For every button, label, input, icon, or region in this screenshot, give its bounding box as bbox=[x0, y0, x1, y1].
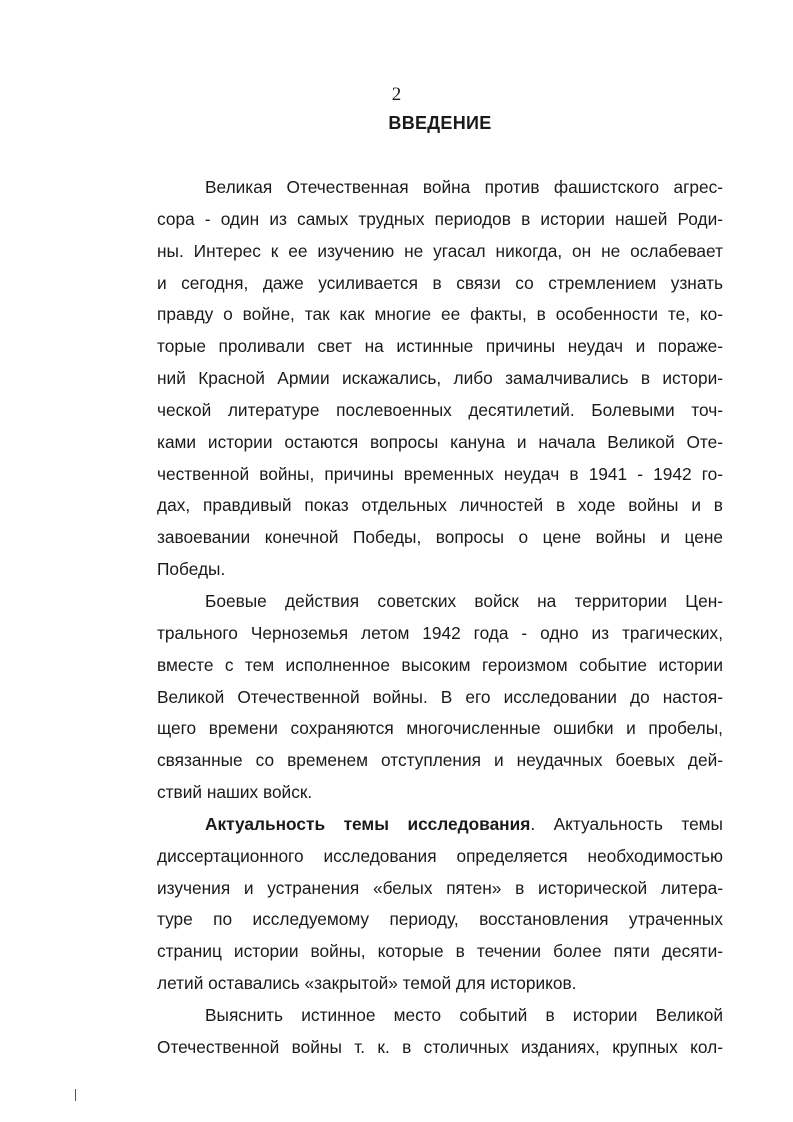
text-line: Великая Отечественная война против фашистского агрес- bbox=[205, 177, 723, 197]
text-line: страниц истории войны, которые в течении более пяти десяти- bbox=[157, 941, 723, 962]
page-heading: ВВЕДЕНИЕ bbox=[388, 113, 492, 133]
paragraph-4 bbox=[157, 1000, 723, 1064]
scan-mark bbox=[75, 1089, 76, 1101]
section-lead: Актуальность темы исследования bbox=[205, 813, 531, 834]
text-line: диссертационного исследования определяется необходимостью bbox=[157, 845, 723, 866]
text-line: ний Красной Армии искажались, либо замалчивались в истори- bbox=[157, 368, 723, 389]
paragraph-3 bbox=[157, 809, 723, 1000]
text-line: Победы. bbox=[157, 559, 226, 580]
page-number: 2 bbox=[391, 84, 402, 105]
text-line: и сегодня, даже усиливается в связи со стремлением узнать bbox=[157, 272, 723, 293]
text-line: завоевании конечной Победы, вопросы о цене войны и цене bbox=[157, 527, 723, 548]
text-line: чественной войны, причины временных неудач в 1941 - 1942 го- bbox=[157, 463, 723, 484]
text-line: туре по исследуемому периоду, восстановления утраченных bbox=[157, 909, 723, 930]
text-line: дах, правдивый показ отдельных личностей в ходе войны и в bbox=[157, 495, 723, 516]
text-line: ческой литературе послевоенных десятилетий. Болевыми точ- bbox=[157, 399, 723, 420]
text-line: связанные со временем отступления и неудачных боевых дей- bbox=[157, 750, 723, 771]
section-lead-rest: . Актуальность темы bbox=[530, 813, 723, 834]
text-line: ками истории остаются вопросы кануна и начала Великой Оте- bbox=[157, 431, 723, 452]
text-line: трального Черноземья летом 1942 года - одно из трагических, bbox=[157, 622, 723, 643]
text-line: щего времени сохраняются многочисленные ошибки и пробелы, bbox=[157, 718, 723, 739]
text-line: торые проливали свет на истинные причины неудач и пораже- bbox=[157, 336, 723, 357]
text-line bbox=[157, 809, 723, 841]
text-line: изучения и устранения «белых пятен» в исторической литера- bbox=[157, 877, 723, 898]
body-text bbox=[157, 172, 723, 1064]
text-line: ны. Интерес к ее изучению не угасал никогда, он не ослабевает bbox=[157, 240, 723, 261]
text-line: сора - один из самых трудных периодов в истории нашей Роди- bbox=[157, 208, 723, 229]
paragraph-2 bbox=[157, 586, 723, 809]
text-line: летий оставались «закрытой» темой для историков. bbox=[157, 973, 577, 994]
text-line: Выяснить истинное место событий в истории Великой bbox=[205, 1004, 723, 1025]
text-line: правду о войне, так как многие ее факты, в особенности те, ко- bbox=[157, 304, 723, 325]
text-line: Великой Отечественной войны. В его исследовании до настоя- bbox=[157, 686, 723, 707]
paragraph-1 bbox=[157, 172, 723, 586]
text-line: Отечественной войны т. к. в столичных изданиях, крупных кол- bbox=[157, 1036, 723, 1057]
text-line: ствий наших войск. bbox=[157, 782, 313, 803]
text-line: Боевые действия советских войск на территории Цен- bbox=[205, 590, 723, 611]
text-line: вместе с тем исполненное высоким героизмом событие истории bbox=[157, 654, 723, 675]
